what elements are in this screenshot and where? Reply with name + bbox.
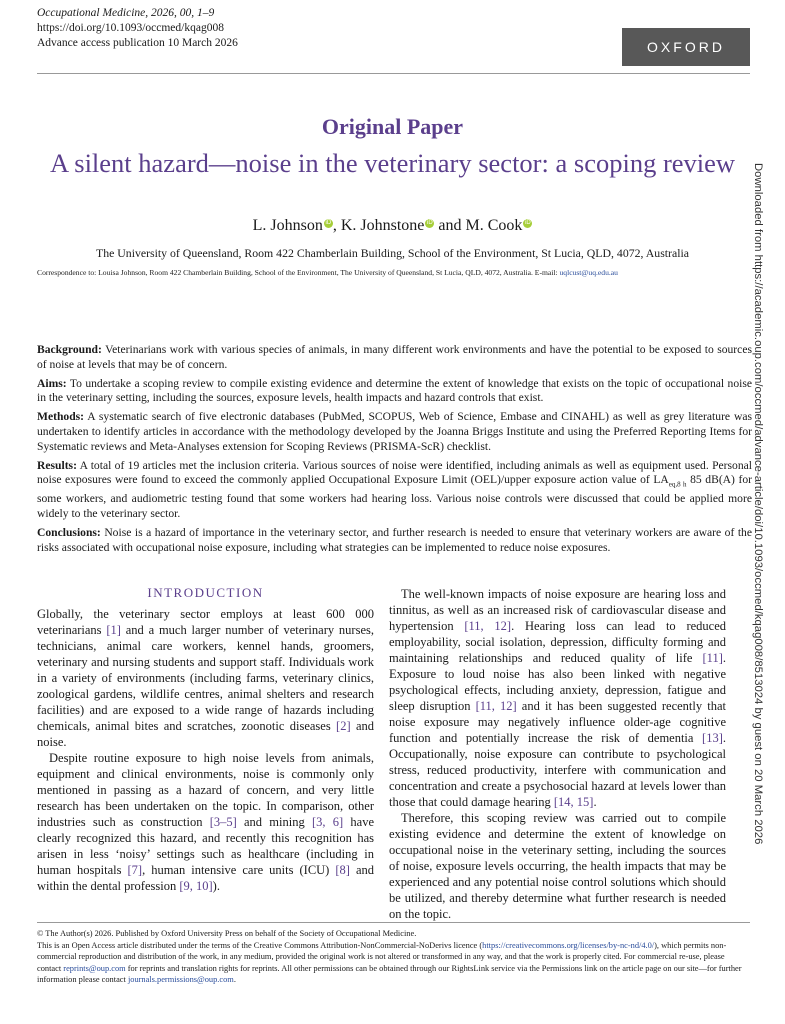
orcid-icon[interactable]: iD [325, 219, 332, 226]
publisher-logo: OXFORD [622, 28, 750, 66]
paragraph-text: . [593, 795, 597, 809]
intro-paragraph-2 [37, 750, 374, 894]
intro-paragraph-4: Therefore, this scoping review was carried out to compile existing evidence and determine the extent of knowledge on occupational noise in the veterinary setting, including the sources of noise, exposure levels occurring, the health impacts that may be experienced and any potential noise control solutions which should be utilized, and thereby determine what further research is needed on the topic. [389, 811, 726, 921]
correspondence: Correspondence to: Louisa Johnson, Room 422 Chamberlain Building, School of the Environment, The University of Queensland, St Lucia, QLD, 4072, Australia. E-mail: uqlcust@uq.edu.au [37, 268, 618, 277]
affiliation: The University of Queensland, Room 422 Chamberlain Building, School of the Environment, St Lucia, QLD, 4072, Australia [95, 246, 690, 260]
body-column-right [389, 586, 726, 922]
abstract-methods: Methods: A systematic search of five electronic databases (PubMed, SCOPUS, Web of Science, Embase and CINAHL) as well as grey literature was undertaken to identify articles in accordance with the methodology developed by the Joanna Briggs Institute and using the Preferred Reporting Items for Systematic reviews and Meta-Analyses extension for Scoping Reviews (PRISMA-ScR) checklist. [37, 410, 752, 453]
paragraph-text: . Hearing loss can lead to reduced employability, social isolation, depression, difficulty forming and maintaining relationships and reduced quality of life [389, 619, 726, 665]
abstract-aims: Aims: To undertake a scoping review to compile existing evidence and determine the extent of knowledge that exists on the topic of occupational noise in the veterinary setting, including the sources, exposure levels, health impacts and hazard controls that exist. [37, 376, 752, 405]
license-link[interactable]: https://creativecommons.org/licenses/by-nc-nd/4.0/ [482, 940, 655, 950]
abstract-conclusions: Conclusions: Noise is a hazard of importance in the veterinary sector, and further research is needed to ensure that veterinary workers are aware of the risks associated with occupational noise exposure, including what strategies can be implemented to reduce noise exposures. [37, 526, 752, 554]
article-type: Original Paper [321, 114, 464, 139]
author-list: L. Johnson iD , K. Johnstone iD and M. Cook iD [252, 217, 531, 234]
citation-link[interactable]: [14, 15] [553, 795, 594, 809]
citation-link[interactable]: [13] [702, 731, 723, 745]
paragraph-text: and it has been suggested recently that noise exposure may negatively influence older-age cognitive function and potentially increase the risk of dementia [389, 699, 726, 745]
section-heading-introduction: INTRODUCTION [147, 585, 264, 600]
reprints-email-link[interactable]: reprints@oup.com [63, 963, 126, 973]
download-notice: Downloaded from https://academic.oup.com/occmed/advance-article/doi/10.1093/occmed/kqag008/8513024 by guest on 20 March 2026 [752, 163, 764, 845]
paragraph-text: and within the dental profession [37, 863, 374, 893]
paragraph-text: Despite routine exposure to high noise levels from animals, equipment and clinical environments, noise is commonly only mentioned in passing as a hazard of concern, and very little research has been undertaken on the topic. In comparison, other industries such as construction [37, 751, 374, 829]
doi-link[interactable]: https://doi.org/10.1093/occmed/kqag008 [37, 22, 224, 34]
citation-link[interactable]: [8] [335, 863, 350, 877]
paragraph-text: and mining [236, 815, 312, 829]
header-divider [37, 73, 750, 74]
author-name[interactable]: L. Johnson [252, 217, 323, 234]
footer-divider [37, 922, 750, 923]
advance-access-date: Advance access publication 10 March 2026 [37, 37, 238, 49]
citation-link[interactable]: [3–5] [209, 815, 237, 829]
paragraph-text: and a much larger number of veterinary nurses, technicians, animal care workers, kennel hands, groomers, veterinary and nursing students and support staff. Individuals work in a variety of environments (including farms, veterinary clinics, zoological gardens, wildlife centres, animal shelters and research facilities) and are exposed to a wide range of hazards including chemicals, animal bites and scratches, zoonotic diseases [37, 623, 374, 733]
body-column-left [37, 585, 374, 894]
citation-link[interactable]: [3, 6] [311, 815, 344, 829]
journal-citation: Occupational Medicine, 2026, 00, 1–9 [37, 7, 215, 19]
paragraph-text: . Exposure to loud noise has also been linked with negative psychological effects, including anxiety, depression, fatigue and sleep disruption [389, 651, 726, 713]
citation-link[interactable]: [11] [702, 651, 723, 665]
orcid-icon[interactable]: iD [427, 219, 433, 226]
journal-header [37, 6, 238, 51]
paragraph-text: ). [212, 879, 220, 893]
citation-link[interactable]: [2] [336, 719, 351, 733]
abstract-background: Background: Veterinarians work with various species of animals, in many different work environments and have the potential to be exposed to sources of noise at levels that may be of concern. [37, 343, 752, 371]
orcid-icon[interactable]: iD [525, 219, 531, 226]
citation-link[interactable]: [7] [127, 863, 143, 877]
paragraph-text: have clearly recognized this hazard, and recently this recognition has arisen in less ‘noisy’ settings such as healthcare (including in human hospitals [37, 815, 374, 877]
abstract [37, 343, 752, 560]
author-name[interactable]: M. Cook [465, 217, 523, 234]
citation-link[interactable]: [9, 10] [179, 879, 213, 893]
abstract-results: Results: A total of 19 articles met the inclusion criteria. Various sources of noise were identified, including animals as well as equipment used. Personal noise exposures were found to exceed the commonly applied Occupational Exposure Limit (OEL)/upper exposure action value of $LA_{eq,8 h}$ 85 dB(A) for some workers, and audiometric testing found that some workers had hearing loss. Various noise controls were discussed that could be applied more widely to the veterinary sector. [37, 458, 753, 521]
copyright-notice: © The Author(s) 2026. Published by Oxford University Press on behalf of the Society of Occupational Medicine. [37, 929, 417, 938]
intro-paragraph-3 [389, 586, 726, 810]
paragraph-text: Globally, the veterinary sector employs at least 600 000 veterinarians [37, 607, 374, 637]
paragraph-text: The well-known impacts of noise exposure are hearing loss and tinnitus, as well as an increased risk of cardiovascular disease and hypertension [389, 587, 726, 633]
citation-link[interactable]: [11, 12] [464, 619, 512, 633]
permissions-email-link[interactable]: journals.permissions@oup.com [127, 975, 234, 984]
citation-link[interactable]: [1] [106, 623, 121, 637]
paragraph-text: and noise. [37, 719, 374, 749]
intro-paragraph-1 [37, 606, 374, 750]
citation-link[interactable]: [11, 12] [475, 699, 517, 713]
license-footer [37, 928, 750, 986]
correspondence-email-link[interactable]: uqlcust@uq.edu.au [559, 268, 618, 277]
article-title: A silent hazard—noise in the veterinary sector: a scoping review [49, 148, 736, 178]
author-name[interactable]: K. Johnstone [340, 217, 425, 234]
paragraph-text: . Occupationally, noise exposure can contribute to psychological stress, reduced productivity, interfere with communication and concentration and create a psychosocial hazard at levels lower than those that could damage hearing [389, 731, 726, 809]
license-text: This is an Open Access article distributed under the terms of the Creative Commons Attribution-NonCommercial-NoDerivs licence (https://creativecommons.org/licenses/by-nc-nd/4.0/), which permits non-commercial reproduction and distribution of the work, in any medium, provided the original work is not altered or transformed in any way, and that the work is properly cited. For commercial re-use, please contact reprints@oup.com for reprints and translation rights for reprints. All other permissions can be obtained through our RightsLink service via the Permissions link on the article page on our site—for further information please contact journals.permissions@oup.com. [37, 940, 742, 984]
paragraph-text: , human intensive care units (ICU) [142, 863, 336, 877]
